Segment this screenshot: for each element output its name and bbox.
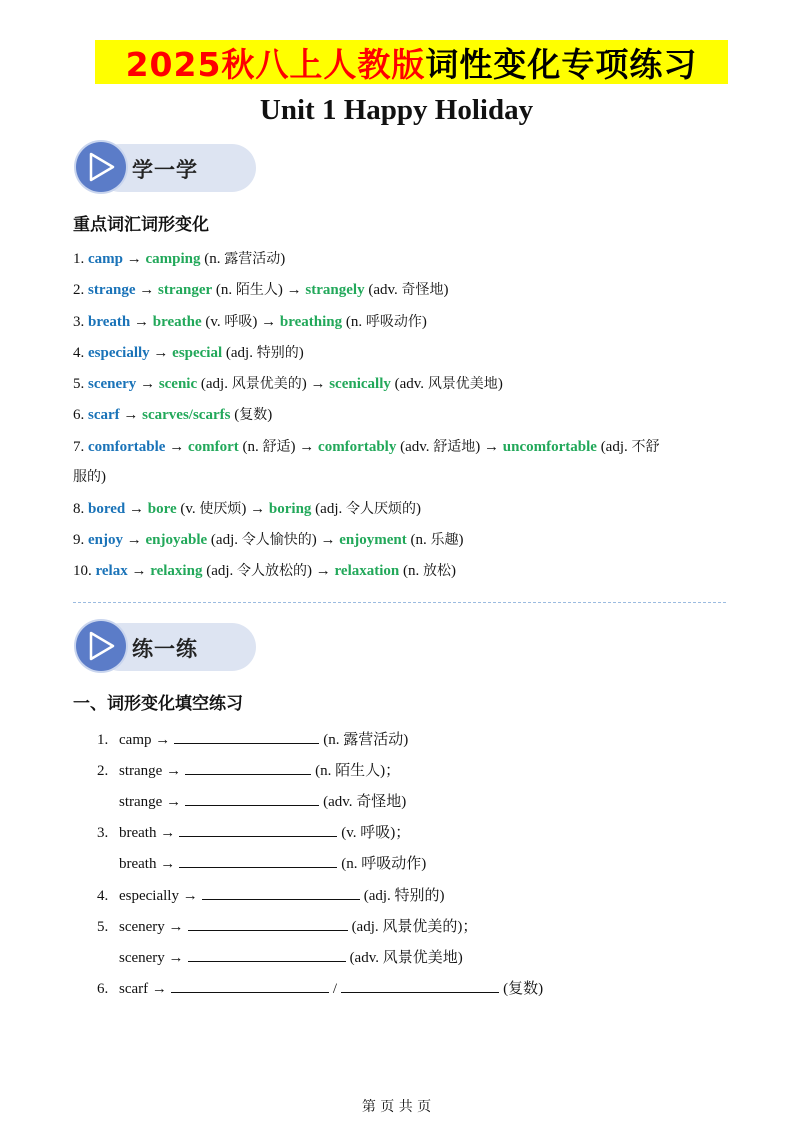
derived-word: breathing	[279, 314, 343, 330]
vocab-line	[73, 466, 106, 486]
connector-text: (adj.	[596, 439, 632, 455]
vocab-number: 8.	[73, 501, 85, 517]
chinese-gloss: 陌生人	[235, 282, 278, 298]
derived-word: bore	[147, 501, 177, 517]
derived-word: camping	[145, 251, 201, 267]
exercise-line	[97, 915, 477, 936]
exercise-number: 4.	[97, 888, 109, 904]
exercise-line	[97, 728, 408, 749]
connector-text: (n.	[399, 563, 423, 579]
connector-text: →	[165, 439, 188, 455]
connector-text: )	[458, 532, 464, 548]
section-divider	[73, 602, 726, 603]
derived-word: enjoyment	[339, 532, 407, 548]
page-footer: 第 页 共 页	[361, 1099, 432, 1115]
connector-text: ) →	[277, 282, 306, 298]
derived-word: especial	[172, 345, 223, 361]
title-banner	[95, 40, 728, 84]
connector-text: (adv.	[364, 282, 402, 298]
chinese-gloss: 复数	[239, 407, 268, 423]
chinese-gloss: 呼吸动作	[365, 314, 422, 330]
connector-text: ) →	[475, 439, 503, 455]
vocab-number: 3.	[73, 314, 85, 330]
exercise-line	[97, 821, 410, 842]
derived-word: boring	[268, 501, 312, 517]
chinese-gloss: 令人厌烦的	[346, 501, 416, 517]
chinese-gloss: 风景优美地	[427, 376, 498, 392]
vocab-number: 2.	[73, 282, 85, 298]
vocab-line	[73, 311, 427, 331]
vocab-line	[73, 436, 660, 456]
connector-text: ) →	[252, 314, 280, 330]
connector-text: )	[416, 501, 421, 517]
connector-text: )	[280, 251, 286, 267]
connector-text: )	[298, 345, 304, 361]
connector-text: )	[421, 314, 427, 330]
connector-text: →	[119, 407, 143, 423]
chinese-gloss: 风景优美的	[231, 376, 302, 392]
chinese-gloss: 舒适地	[433, 439, 476, 455]
exercise-number: 3.	[97, 825, 109, 841]
connector-text: →	[123, 251, 146, 267]
separator: /	[332, 981, 338, 997]
base-word: bored	[88, 501, 126, 517]
exercise-hint: (adv. 风景优美地)	[349, 950, 463, 966]
vocab-number: 6.	[73, 407, 85, 423]
exercise-hint: (adj. 特别的)	[363, 888, 445, 904]
connector-text: )	[443, 282, 449, 298]
exercise-line	[97, 790, 406, 811]
connector-text: →	[130, 314, 153, 330]
answer-blank[interactable]	[188, 947, 346, 962]
connector-text: (v.	[201, 314, 225, 330]
derived-word: relaxation	[334, 563, 400, 579]
derived-word: relaxing	[150, 563, 203, 579]
exercise-line	[97, 759, 400, 780]
vocab-line	[73, 498, 421, 518]
chinese-gloss: 露营活动	[224, 251, 281, 267]
vocab-number: 1.	[73, 251, 85, 267]
exercise-prompt: camp →	[119, 732, 171, 748]
unit-title: Unit 1 Happy Holiday	[259, 94, 534, 126]
connector-text: (n.	[406, 532, 431, 548]
title-red-part: 2025秋八上人教版	[125, 44, 426, 84]
base-word: especially	[88, 345, 150, 361]
exercise-prompt: especially →	[119, 888, 198, 904]
base-word: enjoy	[88, 532, 123, 548]
exercise-heading: 一、词形变化填空练习	[73, 694, 243, 714]
derived-word: scenic	[158, 376, 198, 392]
vocab-heading: 重点词汇词形变化	[73, 215, 209, 235]
play-arrow-icon	[76, 621, 126, 671]
exercise-prompt: strange →	[119, 763, 182, 779]
exercise-prompt: breath →	[119, 825, 176, 841]
chinese-gloss: 服的	[73, 469, 101, 485]
answer-blank[interactable]	[202, 885, 360, 900]
chinese-gloss: 放松	[423, 563, 451, 579]
exercise-hint: (n. 呼吸动作)	[341, 856, 427, 872]
connector-text: →	[135, 282, 158, 298]
connector-text: ) →	[301, 376, 330, 392]
connector-text: ) →	[290, 439, 319, 455]
exercise-prompt: strange →	[119, 794, 182, 810]
exercise-hint: (adv. 奇怪地)	[323, 794, 407, 810]
exercise-prompt: scenery →	[119, 950, 184, 966]
base-word: breath	[88, 314, 131, 330]
connector-text: )	[267, 407, 273, 423]
derived-word: comfortably	[318, 439, 397, 455]
connector-text: (n.	[238, 439, 263, 455]
connector-text: →	[125, 501, 148, 517]
connector-text: →	[123, 532, 146, 548]
connector-text: (adj.	[197, 376, 232, 392]
exercise-prompt: scenery →	[119, 919, 184, 935]
connector-text: (n.	[342, 314, 366, 330]
answer-blank[interactable]	[174, 729, 319, 744]
answer-blank[interactable]	[179, 853, 337, 868]
answer-blank[interactable]	[179, 822, 337, 837]
connector-text: (n.	[200, 251, 225, 267]
vocab-line	[73, 560, 456, 580]
connector-text: )	[451, 563, 456, 579]
exercise-prompt: breath →	[119, 856, 176, 872]
connector-text: )	[497, 376, 503, 392]
connector-text: (v.	[176, 501, 200, 517]
exercise-hint: (复数)	[503, 981, 544, 997]
vocab-number: 9.	[73, 532, 85, 548]
exercise-hint: (v. 呼吸)；	[341, 825, 411, 841]
vocab-line	[73, 404, 272, 424]
connector-text: (	[230, 407, 240, 423]
derived-word: breathe	[152, 314, 202, 330]
answer-blank[interactable]	[188, 916, 348, 931]
connector-text: →	[127, 563, 151, 579]
exercise-hint: (adj. 风景优美的)；	[351, 919, 478, 935]
answer-blank[interactable]	[171, 978, 329, 993]
connector-text: (adv.	[390, 376, 428, 392]
vocab-line	[73, 529, 464, 549]
chinese-gloss: 使厌烦	[199, 501, 242, 517]
base-word: relax	[95, 563, 128, 579]
chinese-gloss: 舒适	[262, 439, 291, 455]
exercise-line	[97, 977, 543, 998]
exercise-line	[97, 884, 445, 905]
base-word: scenery	[88, 376, 137, 392]
learn-badge-label: 学一学	[132, 158, 198, 182]
derived-word: scenically	[329, 376, 391, 392]
exercise-number: 6.	[97, 981, 109, 997]
derived-word: strangely	[305, 282, 365, 298]
chinese-gloss: 乐趣	[430, 532, 459, 548]
chinese-gloss: 令人放松的	[237, 563, 308, 579]
vocab-line	[73, 248, 285, 268]
vocab-number: 5.	[73, 376, 85, 392]
chinese-gloss: 呼吸	[224, 314, 253, 330]
connector-text: →	[149, 345, 173, 361]
answer-blank[interactable]	[185, 791, 319, 806]
exercise-number: 1.	[97, 732, 109, 748]
exercise-line	[97, 852, 426, 873]
vocab-number: 7.	[73, 439, 85, 455]
connector-text: (adj.	[207, 532, 242, 548]
derived-word: uncomfortable	[502, 439, 597, 455]
play-arrow-icon	[76, 142, 126, 192]
chinese-gloss: 令人愉快的	[241, 532, 312, 548]
vocab-line	[73, 342, 304, 362]
exercise-hint: (n. 陌生人)；	[315, 763, 401, 779]
connector-text: (adj.	[202, 563, 238, 579]
learn-badge	[76, 142, 256, 194]
connector-text: (n.	[212, 282, 236, 298]
exercise-number: 5.	[97, 919, 109, 935]
connector-text: )	[101, 469, 106, 485]
derived-word: scarves/scarfs	[142, 407, 231, 423]
base-word: strange	[88, 282, 136, 298]
derived-word: comfort	[187, 439, 239, 455]
connector-text: (adj.	[311, 501, 346, 517]
connector-text: ) →	[241, 501, 269, 517]
exercise-hint: (n. 露营活动)	[323, 732, 409, 748]
derived-word: stranger	[158, 282, 213, 298]
exercise-line	[97, 946, 463, 967]
exercise-prompt: scarf →	[119, 981, 167, 997]
base-word: camp	[88, 251, 123, 267]
vocab-number: 10.	[73, 563, 92, 579]
connector-text: (adv.	[396, 439, 434, 455]
title-black-part: 词性变化专项练习	[425, 44, 698, 84]
vocab-number: 4.	[73, 345, 85, 361]
exercise-number: 2.	[97, 763, 109, 779]
connector-text: ) →	[307, 563, 335, 579]
chinese-gloss: 不舒	[631, 439, 660, 455]
chinese-gloss: 特别的	[256, 345, 299, 361]
base-word: comfortable	[88, 439, 166, 455]
connector-text: →	[136, 376, 159, 392]
connector-text: ) →	[311, 532, 340, 548]
chinese-gloss: 奇怪地	[401, 282, 444, 298]
practice-badge-label: 练一练	[132, 637, 198, 661]
connector-text: (adj.	[222, 345, 257, 361]
answer-blank[interactable]	[185, 760, 311, 775]
derived-word: enjoyable	[145, 532, 208, 548]
base-word: scarf	[88, 407, 120, 423]
vocab-line	[73, 373, 503, 393]
vocab-line	[73, 279, 449, 299]
answer-blank[interactable]	[341, 978, 499, 993]
practice-badge	[76, 621, 256, 673]
